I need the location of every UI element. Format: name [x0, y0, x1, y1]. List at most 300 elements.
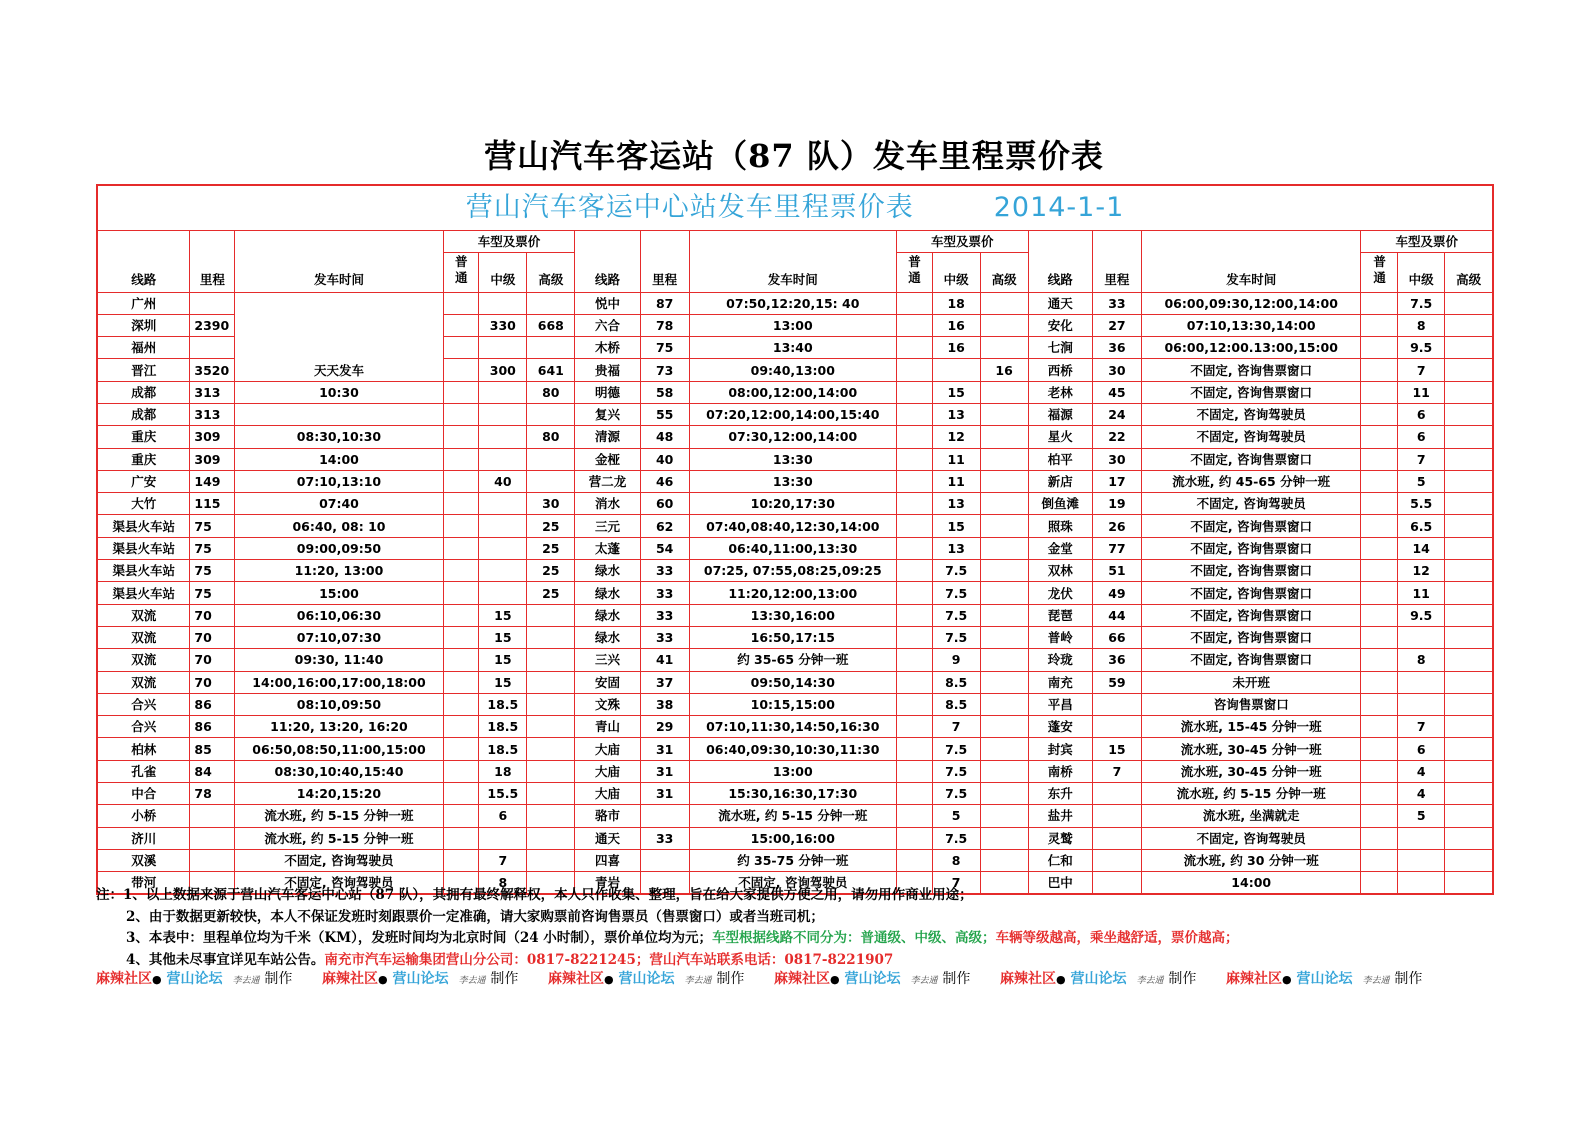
time-cell: 10:20,17:30	[689, 493, 896, 515]
route-cell: 封宾	[1028, 738, 1092, 760]
price-ordinary-cell	[443, 783, 479, 805]
header-middle-distance: 里程	[640, 230, 689, 292]
distance-cell: 87	[640, 292, 689, 314]
time-cell: 不固定, 咨询售票窗口	[1141, 649, 1361, 671]
header-left-group: 车型及票价	[443, 230, 575, 252]
price-ordinary-cell	[1361, 805, 1398, 827]
price-middle-cell: 6	[479, 805, 527, 827]
distance-cell: 15	[1092, 738, 1141, 760]
price-middle-cell: 7	[1398, 359, 1445, 381]
credit-community: 麻辣社区	[1000, 971, 1056, 987]
price-ordinary-cell	[443, 582, 479, 604]
route-cell: 合兴	[97, 693, 190, 715]
route-cell: 消水	[575, 493, 640, 515]
distance-cell	[640, 849, 689, 871]
time-cell: 06:10,06:30	[235, 604, 443, 626]
route-cell: 星火	[1028, 426, 1092, 448]
price-middle-cell	[479, 337, 527, 359]
route-cell: 双溪	[97, 849, 190, 871]
price-senior-cell	[1445, 738, 1493, 760]
time-cell: 07:10,11:30,14:50,16:30	[689, 716, 896, 738]
route-cell: 渠县火车站	[97, 560, 190, 582]
note-3	[96, 928, 1516, 950]
distance-cell: 7	[1092, 760, 1141, 782]
price-ordinary-cell	[443, 314, 479, 336]
price-ordinary-cell	[443, 381, 479, 403]
price-senior-cell: 25	[527, 582, 575, 604]
credit-forum: 营山论坛	[392, 971, 449, 987]
route-cell: 文殊	[575, 693, 640, 715]
price-senior-cell	[527, 649, 575, 671]
header-right-group: 车型及票价	[1361, 230, 1493, 252]
time-cell: 不固定, 咨询售票窗口	[1141, 626, 1361, 648]
price-middle-cell: 9.5	[1398, 604, 1445, 626]
price-ordinary-cell	[896, 403, 932, 425]
time-cell: 13:00	[689, 760, 896, 782]
route-cell: 安化	[1028, 314, 1092, 336]
credit-dot: ●	[1282, 973, 1292, 986]
distance-cell	[1092, 849, 1141, 871]
time-cell: 07:10,07:30	[235, 626, 443, 648]
header-right-middle: 中级	[1398, 252, 1445, 292]
table-row	[97, 560, 1493, 582]
table-row	[97, 493, 1493, 515]
time-cell: 07:25, 07:55,08:25,09:25	[689, 560, 896, 582]
time-cell: 流水班, 30-45 分钟一班	[1141, 760, 1361, 782]
distance-cell: 36	[1092, 337, 1141, 359]
table-row	[97, 626, 1493, 648]
distance-cell: 26	[1092, 515, 1141, 537]
distance-cell: 24	[1092, 403, 1141, 425]
route-cell: 六合	[575, 314, 640, 336]
distance-cell: 2390	[190, 314, 235, 336]
time-cell: 流水班, 约 5-15 分钟一班	[1141, 783, 1361, 805]
route-cell: 骆市	[575, 805, 640, 827]
note-4-text: 4、其他未尽事宜详见车站公告。	[126, 951, 325, 968]
table-row	[97, 582, 1493, 604]
time-cell: 07:30,12:00,14:00	[689, 426, 896, 448]
price-middle-cell: 15	[932, 515, 980, 537]
table-row	[97, 805, 1493, 827]
header-middle-route: 线路	[575, 230, 640, 292]
distance-cell: 70	[190, 671, 235, 693]
price-middle-cell: 12	[1398, 560, 1445, 582]
credit-community: 麻辣社区	[96, 971, 152, 987]
credit-made: 制作	[716, 971, 745, 987]
route-cell: 三兴	[575, 649, 640, 671]
distance-cell	[190, 805, 235, 827]
price-middle-cell: 15	[479, 649, 527, 671]
route-cell: 大庙	[575, 783, 640, 805]
route-cell: 贵福	[575, 359, 640, 381]
time-cell: 13:40	[689, 337, 896, 359]
distance-cell: 44	[1092, 604, 1141, 626]
route-cell: 带河	[97, 872, 190, 894]
credit-author: 李去通	[232, 976, 260, 986]
time-cell: 不固定, 咨询售票窗口	[1141, 359, 1361, 381]
route-cell: 绿水	[575, 582, 640, 604]
time-cell: 未开班	[1141, 671, 1361, 693]
time-cell: 不固定, 咨询驾驶员	[1141, 493, 1361, 515]
price-ordinary-cell	[1361, 403, 1398, 425]
price-senior-cell	[980, 426, 1028, 448]
price-senior-cell	[527, 693, 575, 715]
distance-cell: 313	[190, 403, 235, 425]
price-senior-cell: 30	[527, 493, 575, 515]
distance-cell: 77	[1092, 537, 1141, 559]
price-senior-cell	[980, 671, 1028, 693]
time-cell: 06:00,09:30,12:00,14:00	[1141, 292, 1361, 314]
distance-cell: 46	[640, 470, 689, 492]
route-cell: 仁和	[1028, 849, 1092, 871]
time-cell	[235, 403, 443, 425]
route-cell: 营二龙	[575, 470, 640, 492]
time-cell: 13:00	[689, 314, 896, 336]
distance-cell: 51	[1092, 560, 1141, 582]
distance-cell	[1092, 827, 1141, 849]
distance-cell	[1092, 805, 1141, 827]
price-ordinary-cell	[896, 626, 932, 648]
price-middle-cell: 7.5	[932, 760, 980, 782]
distance-cell: 45	[1092, 381, 1141, 403]
route-cell: 柏林	[97, 738, 190, 760]
route-cell: 通天	[1028, 292, 1092, 314]
price-senior-cell: 25	[527, 537, 575, 559]
distance-cell: 75	[190, 582, 235, 604]
credit-dot: ●	[378, 973, 388, 986]
route-cell: 新店	[1028, 470, 1092, 492]
price-senior-cell	[527, 470, 575, 492]
time-cell: 约 35-65 分钟一班	[689, 649, 896, 671]
route-cell: 渠县火车站	[97, 515, 190, 537]
route-cell: 大竹	[97, 493, 190, 515]
time-cell: 07:50,12:20,15: 40	[689, 292, 896, 314]
price-ordinary-cell	[1361, 448, 1398, 470]
time-cell: 08:10,09:50	[235, 693, 443, 715]
price-middle-cell: 5	[1398, 470, 1445, 492]
price-ordinary-cell	[1361, 381, 1398, 403]
fare-table	[96, 184, 1494, 895]
price-senior-cell: 80	[527, 426, 575, 448]
distance-cell	[1092, 693, 1141, 715]
price-middle-cell: 13	[932, 403, 980, 425]
time-cell: 08:30,10:40,15:40	[235, 760, 443, 782]
route-cell: 西桥	[1028, 359, 1092, 381]
notes	[96, 885, 1516, 971]
route-cell: 青山	[575, 716, 640, 738]
route-cell: 木桥	[575, 337, 640, 359]
price-senior-cell	[1445, 403, 1493, 425]
header-left-ordinary	[443, 252, 479, 292]
distance-cell: 33	[640, 560, 689, 582]
price-middle-cell: 15	[932, 381, 980, 403]
distance-cell: 78	[640, 314, 689, 336]
route-cell: 晋江	[97, 359, 190, 381]
price-middle-cell: 40	[479, 470, 527, 492]
route-cell: 双林	[1028, 560, 1092, 582]
price-middle-cell: 7	[1398, 716, 1445, 738]
price-middle-cell: 5	[932, 805, 980, 827]
price-senior-cell	[980, 515, 1028, 537]
table-row	[97, 849, 1493, 871]
header-middle-ordinary	[896, 252, 932, 292]
distance-cell: 33	[1092, 292, 1141, 314]
price-senior-cell	[1445, 493, 1493, 515]
route-cell: 成都	[97, 381, 190, 403]
route-cell: 孔雀	[97, 760, 190, 782]
price-senior-cell	[980, 738, 1028, 760]
price-middle-cell: 7	[479, 849, 527, 871]
distance-cell: 19	[1092, 493, 1141, 515]
price-ordinary-cell	[896, 760, 932, 782]
route-cell: 龙伏	[1028, 582, 1092, 604]
route-cell: 深圳	[97, 314, 190, 336]
price-ordinary-cell	[896, 693, 932, 715]
route-cell: 清源	[575, 426, 640, 448]
distance-cell: 58	[640, 381, 689, 403]
price-senior-cell	[1445, 671, 1493, 693]
price-senior-cell: 25	[527, 560, 575, 582]
price-senior-cell	[1445, 716, 1493, 738]
distance-cell: 86	[190, 716, 235, 738]
price-senior-cell	[980, 337, 1028, 359]
time-cell: 14:00	[235, 448, 443, 470]
price-ordinary-cell	[443, 470, 479, 492]
price-ordinary-cell	[443, 560, 479, 582]
credit-forum: 营山论坛	[844, 971, 901, 987]
price-ordinary-cell	[896, 515, 932, 537]
time-cell: 15:00,16:00	[689, 827, 896, 849]
price-senior-cell	[980, 604, 1028, 626]
price-ordinary-cell	[443, 693, 479, 715]
time-cell: 流水班, 约 30 分钟一班	[1141, 849, 1361, 871]
time-cell: 不固定, 咨询售票窗口	[1141, 448, 1361, 470]
price-ordinary-cell	[443, 827, 479, 849]
time-cell: 06:40,09:30,10:30,11:30	[689, 738, 896, 760]
price-senior-cell	[1445, 560, 1493, 582]
route-cell: 广安	[97, 470, 190, 492]
route-cell: 平昌	[1028, 693, 1092, 715]
price-middle-cell: 15	[479, 671, 527, 693]
price-ordinary-cell	[896, 359, 932, 381]
route-cell: 金堂	[1028, 537, 1092, 559]
price-senior-cell	[527, 292, 575, 314]
time-cell: 06:50,08:50,11:00,15:00	[235, 738, 443, 760]
price-middle-cell: 15	[479, 604, 527, 626]
price-ordinary-cell	[443, 359, 479, 381]
credits-bar	[96, 968, 1516, 988]
header-right-senior: 高级	[1445, 252, 1493, 292]
time-cell: 不固定, 咨询驾驶员	[689, 872, 896, 894]
credit-dot: ●	[830, 973, 840, 986]
price-senior-cell	[980, 626, 1028, 648]
price-middle-cell: 14	[1398, 537, 1445, 559]
price-middle-cell: 300	[479, 359, 527, 381]
time-cell: 14:00,16:00,17:00,18:00	[235, 671, 443, 693]
time-cell: 不固定, 咨询售票窗口	[1141, 537, 1361, 559]
route-cell: 灵鹫	[1028, 827, 1092, 849]
price-ordinary-cell	[896, 671, 932, 693]
distance-cell: 48	[640, 426, 689, 448]
price-senior-cell	[980, 292, 1028, 314]
price-ordinary-cell	[443, 738, 479, 760]
credit-item	[774, 968, 1000, 988]
header-right-time: 发车时间	[1141, 230, 1361, 292]
table-row	[97, 403, 1493, 425]
distance-cell: 17	[1092, 470, 1141, 492]
price-senior-cell	[980, 314, 1028, 336]
time-cell: 不固定, 咨询驾驶员	[1141, 403, 1361, 425]
price-middle-cell: 330	[479, 314, 527, 336]
distance-cell	[1092, 783, 1141, 805]
price-ordinary-cell	[896, 292, 932, 314]
credit-made: 制作	[1394, 971, 1423, 987]
price-senior-cell	[1445, 470, 1493, 492]
time-cell: 06:40, 08: 10	[235, 515, 443, 537]
price-ordinary-cell	[896, 604, 932, 626]
merged-time-cell: 天天发车	[235, 292, 443, 381]
distance-cell: 33	[640, 626, 689, 648]
header-right-distance: 里程	[1092, 230, 1141, 292]
price-senior-cell	[1445, 582, 1493, 604]
header-middle-senior: 高级	[980, 252, 1028, 292]
route-cell: 双流	[97, 649, 190, 671]
price-senior-cell	[980, 649, 1028, 671]
price-ordinary-cell	[443, 426, 479, 448]
credit-community: 麻辣社区	[774, 971, 830, 987]
route-cell: 明德	[575, 381, 640, 403]
time-cell: 不固定, 咨询驾驶员	[1141, 827, 1361, 849]
distance-cell: 62	[640, 515, 689, 537]
price-ordinary-cell	[443, 716, 479, 738]
price-middle-cell	[479, 827, 527, 849]
credit-dot: ●	[152, 973, 162, 986]
table-row	[97, 448, 1493, 470]
credit-forum: 营山论坛	[1070, 971, 1127, 987]
header-right-route: 线路	[1028, 230, 1092, 292]
price-senior-cell: 80	[527, 381, 575, 403]
price-middle-cell	[479, 403, 527, 425]
price-senior-cell	[980, 760, 1028, 782]
note-3-comfort: 车辆等级越高，乘坐越舒适，票价越高；	[995, 930, 1239, 946]
route-cell: 琵琶	[1028, 604, 1092, 626]
route-cell: 小桥	[97, 805, 190, 827]
price-senior-cell	[527, 448, 575, 470]
price-middle-cell: 16	[932, 337, 980, 359]
distance-cell: 36	[1092, 649, 1141, 671]
table-row	[97, 671, 1493, 693]
price-senior-cell	[1445, 515, 1493, 537]
price-middle-cell: 6	[1398, 403, 1445, 425]
table-row	[97, 604, 1493, 626]
price-ordinary-cell	[443, 604, 479, 626]
route-cell: 渠县火车站	[97, 582, 190, 604]
price-ordinary-cell	[1361, 515, 1398, 537]
distance-cell: 70	[190, 604, 235, 626]
header-middle-group: 车型及票价	[896, 230, 1028, 252]
time-cell: 约 35-75 分钟一班	[689, 849, 896, 871]
price-ordinary-cell	[896, 716, 932, 738]
time-cell: 不固定, 咨询驾驶员	[235, 849, 443, 871]
credit-made: 制作	[490, 971, 519, 987]
route-cell: 复兴	[575, 403, 640, 425]
route-cell: 济川	[97, 827, 190, 849]
distance-cell: 29	[640, 716, 689, 738]
price-middle-cell: 8	[479, 872, 527, 894]
table-row	[97, 693, 1493, 715]
header-left-middle: 中级	[479, 252, 527, 292]
price-ordinary-cell	[896, 582, 932, 604]
price-senior-cell	[980, 403, 1028, 425]
price-middle-cell: 7	[932, 872, 980, 894]
header-middle-time: 发车时间	[689, 230, 896, 292]
price-middle-cell: 7	[932, 716, 980, 738]
price-ordinary-cell	[1361, 314, 1398, 336]
credit-author: 李去通	[458, 976, 486, 986]
time-cell: 不固定, 咨询售票窗口	[1141, 381, 1361, 403]
time-cell: 13:30,16:00	[689, 604, 896, 626]
credit-forum: 营山论坛	[1296, 971, 1353, 987]
time-cell: 流水班, 约 5-15 分钟一班	[235, 827, 443, 849]
price-middle-cell: 8	[1398, 314, 1445, 336]
price-middle-cell: 7.5	[932, 582, 980, 604]
price-ordinary-cell	[896, 738, 932, 760]
distance-cell: 30	[1092, 359, 1141, 381]
route-cell: 重庆	[97, 448, 190, 470]
distance-cell: 86	[190, 693, 235, 715]
price-ordinary-cell	[1361, 760, 1398, 782]
route-cell: 绿水	[575, 626, 640, 648]
price-ordinary-cell	[896, 649, 932, 671]
time-cell: 07:40,08:40,12:30,14:00	[689, 515, 896, 537]
route-cell: 福源	[1028, 403, 1092, 425]
price-middle-cell: 8.5	[932, 693, 980, 715]
price-middle-cell: 18	[932, 292, 980, 314]
route-cell: 广州	[97, 292, 190, 314]
price-middle-cell: 4	[1398, 760, 1445, 782]
header-left-time: 发车时间	[235, 230, 443, 292]
price-senior-cell	[527, 738, 575, 760]
price-middle-cell: 11	[1398, 381, 1445, 403]
table-row	[97, 827, 1493, 849]
credit-author: 李去通	[910, 976, 938, 986]
distance-cell	[190, 337, 235, 359]
note-4-contacts: 南充市汽车运输集团营山分公司：0817-8221245；营山汽车站联系电话：0817-8221907	[324, 951, 894, 968]
time-cell: 09:50,14:30	[689, 671, 896, 693]
price-middle-cell: 6	[1398, 426, 1445, 448]
distance-cell: 73	[640, 359, 689, 381]
price-senior-cell	[980, 493, 1028, 515]
price-middle-cell	[479, 537, 527, 559]
note-2: 2、由于数据更新较快，本人不保证发班时刻跟票价一定准确，请大家购票前咨询售票员（售票窗口）或者当班司机；	[126, 908, 824, 925]
route-cell: 安固	[575, 671, 640, 693]
price-middle-cell: 11	[932, 448, 980, 470]
price-middle-cell: 6	[1398, 738, 1445, 760]
price-ordinary-cell	[1361, 783, 1398, 805]
price-middle-cell	[1398, 626, 1445, 648]
header-right-ordinary-label: 普通	[1373, 253, 1386, 285]
price-ordinary-cell	[443, 649, 479, 671]
time-cell: 07:20,12:00,14:00,15:40	[689, 403, 896, 425]
credit-made: 制作	[942, 971, 971, 987]
table-row	[97, 738, 1493, 760]
distance-cell: 309	[190, 448, 235, 470]
credit-community: 麻辣社区	[1226, 971, 1282, 987]
price-ordinary-cell	[1361, 671, 1398, 693]
price-middle-cell: 5	[1398, 805, 1445, 827]
price-ordinary-cell	[1361, 426, 1398, 448]
route-cell: 大庙	[575, 738, 640, 760]
